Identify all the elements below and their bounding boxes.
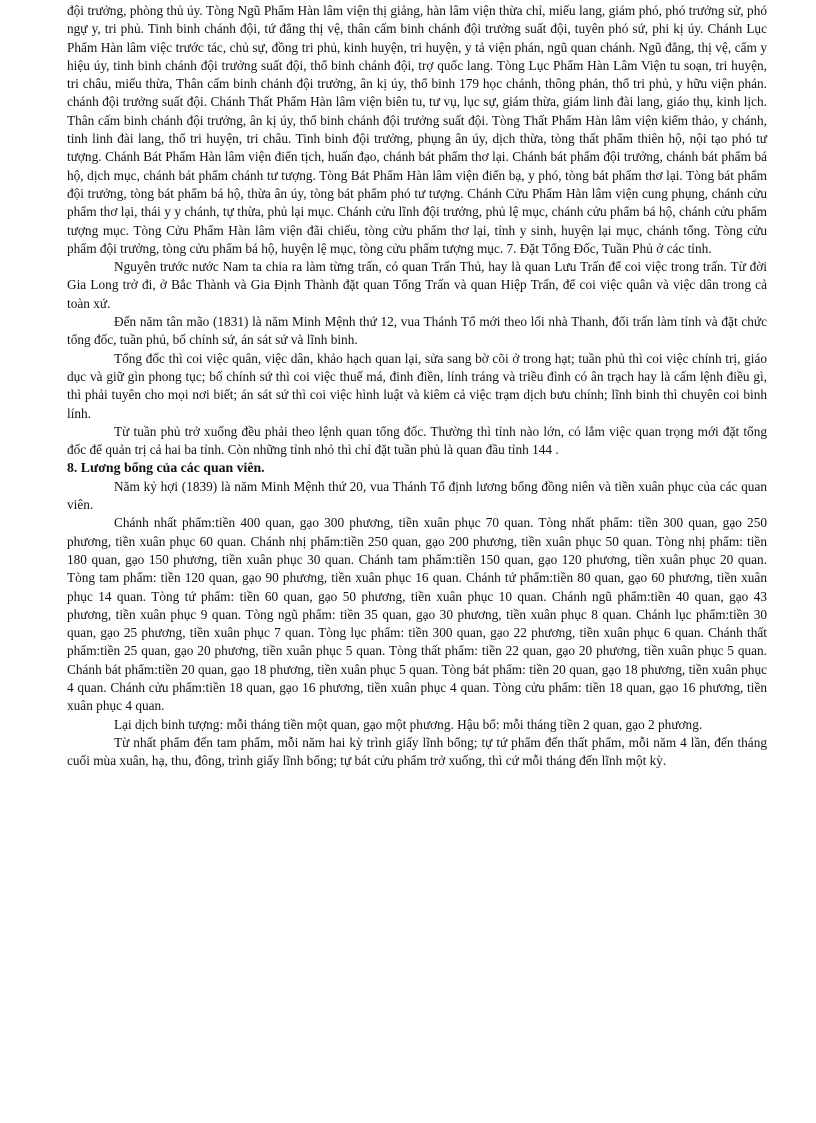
paragraph-salary-by-rank: Chánh nhất phẩm:tiền 400 quan, gạo 300 phương, tiền xuân phục 70 quan. Tòng nhất phẩm: tiền 300 quan, gạo 250 phương, tiền xuân phục 60 quan. Chánh nhị phẩm:tiền 250 quan, gạo 200 phương, tiền xuân phục 50 quan. Tòng nhị phẩm: tiền 180 quan, gạo 150 phương, tiền xuân phục 30 quan. Chánh tam phẩm:tiền 150 quan, gạo 120 phương, tiền xuân phục 20 quan. Tòng tam phẩm: tiền 120 quan, gạo 90 phương, tiền xuân phục 16 quan. Chánh tứ phẩm:tiền 80 quan, gạo 60 phương, tiền xuân phục 14 quan. Tòng tứ phẩm: tiền 60 quan, gạo 50 phương, tiền xuân phục 10 quan. Chánh ngũ phẩm:tiền 40 quan, gạo 43 phương, tiền xuân phục 9 quan. Tòng ngũ phẩm: tiền 35 quan, gạo 30 phương, tiền xuân phục 8 quan. Chánh lục phẩm:tiền 30 quan, gạo 25 phương, tiền xuân phục 7 quan. Tòng lục phẩm: tiền 300 quan, gạo 22 phương, tiền xuân phục 6 quan. Chánh thất phẩm:tiền 25 quan, gạo 20 phương, tiền xuân phục 5 quan. Tòng thất phẩm: tiền 22 quan, gạo 20 phương, tiền xuân phục 5 quan. Chánh bát phẩm:tiền 20 quan, gạo 18 phương, tiền xuân phục 5 quan. Tòng bát phẩm: tiền 20 quan, gạo 18 phương, tiền xuân phục 4 quan. Chánh cửu phẩm:tiền 18 quan, gạo 16 phương, tiền xuân phục 4 quan. Tòng cửu phẩm: tiền 18 quan, gạo 16 phương, tiền xuân phục 4 quan. [67, 515, 767, 714]
paragraph-governor-hierarchy: Từ tuần phủ trở xuống đều phải theo lệnh quan tổng đốc. Thường thì tỉnh nào lớn, có lắm việc quan trọng mới đặt tổng đốc để quản trị cả hai ba tỉnh. Còn những tỉnh nhỏ thì chỉ đặt tuần phủ là quan đầu tỉnh 144 . [67, 423, 767, 458]
paragraph-tran-history: Nguyên trước nước Nam ta chia ra làm từng trấn, có quan Trấn Thủ, hay là quan Lưu Trấn để coi việc trong trấn. Từ đời Gia Long trở đi, ở Bắc Thành và Gia Định Thành đặt quan Tổng Trấn và quan Hiệp Trấn, để coi việc quân và việc dân trong cả toàn xứ. [67, 259, 767, 311]
paragraph-ranks-list: đội trưởng, phòng thủ úy. Tòng Ngũ Phẩm Hàn lâm viện thị giảng, hàn lâm viện thừa chỉ, miếu lang, giám phó, phó trưởng sử, phó ngự y, tri phủ. Tinh binh chánh đội, tứ đẳng thị vệ, thân cấm binh chánh đội trưởng suất đội, tuyên phó sứ, phi kị úy. Chánh Lục Phẩm Hàn lâm việc trước tác, chủ sự, đồng tri phủ, kinh huyện, tri huyện, y tả viện phán, ngũ quan chánh. Ngũ đẳng, thị vệ, cẩm y hiệu úy, tinh binh chánh đội trưởng suất đội, thổ binh chánh đội, trợ quốc lang. Tòng Lục Phẩm Hàn Lâm Viện tu soạn, tri huyện, tri châu, miếu thừa, Thân cấm binh chánh đội trưởng, ân kị úy, thổ binh 179 học chánh, thông phán, thổ tri phủ, y hữu viện phán. chánh đội trưởng suất đội. Chánh Thất Phẩm Hàn lâm viện biên tu, tư vụ, lục sự, giám thừa, giám linh đài lang, giáo thụ, kinh lịch. Thân cấm binh chánh đội trưởng, ân kị úy, thổ binh chánh đội trưởng suất đội. Tòng Thất Phẩm Hàn lâm viện kiểm thảo, y chánh, tinh linh đài lang, thổ tri huyện, tri châu. Tinh binh đội trưởng, phụng ân úy, dịch thừa, tòng thất phẩm thiên hộ, nội tạo phó tư tượng. Chánh Bát Phẩm Hàn lâm viện điển tịch, huấn đạo, chánh bát phẩm thơ lại. Chánh bát phẩm đội trưởng, chánh bát phẩm bá hộ, dịch mục, chánh bát phẩm chánh tư tượng. Tòng Bát Phẩm Hàn lâm viện điển bạ, y phó, tòng bát phẩm thơ lại. Tòng bát phẩm đội trưởng, tòng bát phẩm bá hộ, thừa ân úy, tòng bát phẩm phó tư tượng. Chánh Cửu Phẩm Hàn lâm viện cung phụng, chánh cửu phẩm thơ lại, thái y y chánh, tự thừa, phủ lại mục. Chánh cửu lĩnh đội trưởng, phủ lệ mục, chánh cửu phẩm bá hộ, chánh cửu phẩm tượng mục. Tòng Cửu Phẩm Hàn lâm viện đãi chiếu, tòng cửu phẩm thơ lại, tỉnh y sinh, huyện lại mục, chánh tổng. Tòng cửu phẩm đội trưởng, tòng cửu phẩm bá hộ, huyện lệ mục, tòng cửu phẩm tượng mục. 7. Đặt Tổng Đốc, Tuần Phủ ở các tỉnh. [67, 3, 767, 256]
paragraph-official-duties: Tổng đốc thì coi việc quân, việc dân, khảo hạch quan lại, sửa sang bờ cõi ở trong hạt; tuần phủ thì coi việc chính trị, giáo dục và giữ gìn phong tục; bố chính sứ thì coi việc thuế má, đinh điền, lính tráng và triều đình có ân trạch hay là cấm lệnh điều gì, thì phải tuyên cho mọi nơi biết; án sát sứ thì coi việc hình luật và kiêm cả việc trạm dịch bưu chính; lĩnh binh thì chuyên coi binh lính. [67, 350, 767, 421]
paragraph-clerk-salary: Lại dịch binh tượng: mỗi tháng tiền một quan, gạo một phương. Hậu bổ: mỗi tháng tiền 2 quan, gạo 2 phương. [114, 716, 703, 732]
section-heading: 8. Lương bổng của các quan viên. [67, 460, 265, 476]
paragraph-1831-reform: Đến năm tân mão (1831) là năm Minh Mệnh thứ 12, vua Thánh Tổ mới theo lối nhà Thanh, đổi trấn làm tỉnh và đặt chức tổng đốc, tuần phủ, bố chính sứ, án sát sứ và lĩnh binh. [67, 314, 767, 348]
paragraph-salary-schedule: Từ nhất phẩm đến tam phẩm, mỗi năm hai kỳ trình giấy lĩnh bổng; tự tứ phẩm đến thất phẩm, mỗi năm 4 lần, đến tháng cuối mùa xuân, hạ, thu, đông, trình giấy lĩnh bổng; tự bát cửu phẩm trở xuống, thì cứ mỗi tháng đến lĩnh một kỳ. [67, 734, 767, 769]
document-page [67, 2, 767, 770]
paragraph-1839-salary: Năm kỷ hợi (1839) là năm Minh Mệnh thứ 20, vua Thánh Tổ định lương bổng đồng niên và tiền xuân phục của các quan viên. [67, 478, 767, 513]
